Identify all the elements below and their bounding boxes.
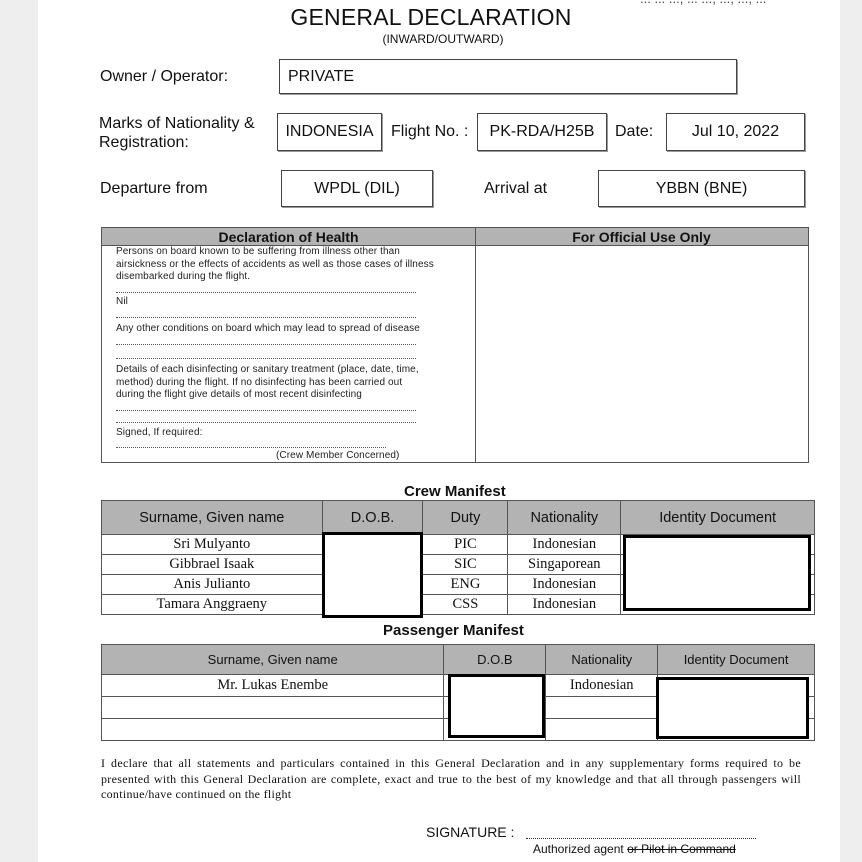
crew-duty: PIC — [423, 535, 508, 555]
persons-ill-line1: Persons on board known to be suffering from illness other than — [116, 246, 400, 257]
pilot-in-command-struck: or Pilot in Command — [627, 842, 736, 856]
owner-label: Owner / Operator: — [100, 68, 229, 85]
passenger-name: Mr. Lukas Enembe — [102, 675, 444, 697]
departure-label: Departure from — [100, 180, 208, 197]
marks-field — [277, 113, 382, 151]
crew-duty: ENG — [423, 575, 508, 595]
dotted-line — [116, 410, 416, 411]
date-field — [666, 113, 805, 151]
crew-nationality: Indonesian — [508, 535, 621, 555]
arrival-value: YBBN (BNE) — [655, 179, 748, 197]
departure-value: WPDL (DIL) — [314, 179, 400, 197]
health-right-header: For Official Use Only — [475, 228, 808, 246]
dotted-line — [116, 358, 416, 359]
crew-nationality: Indonesian — [508, 575, 621, 595]
crew-header-row — [102, 501, 815, 535]
disinfect-line3: during the flight give details of most recent disinfecting — [116, 389, 362, 400]
disinfecting-text — [116, 364, 419, 402]
disinfect-line1: Details of each disinfecting or sanitary treatment (place, date, time, — [116, 364, 419, 375]
crew-col-identity: Identity Document — [621, 501, 815, 535]
passenger-col-dob: D.O.B — [444, 645, 546, 675]
passenger-dob-redaction — [448, 674, 545, 738]
marks-label-line1: Marks of Nationality & — [99, 115, 255, 132]
passenger-identity-redaction — [656, 677, 809, 739]
passenger-nationality — [546, 719, 658, 741]
passenger-col-name: Surname, Given name — [102, 645, 444, 675]
crew-duty: SIC — [423, 555, 508, 575]
disinfect-line2: method) during the flight. If no disinfecting has been carried out — [116, 376, 403, 388]
flight-no-field — [477, 113, 607, 151]
marks-label-line2: Registration: — [99, 134, 189, 151]
authorized-text — [533, 842, 736, 856]
passenger-nationality: Indonesian — [546, 675, 658, 697]
crew-dob-redaction — [322, 532, 423, 618]
nil-text: Nil — [116, 296, 128, 307]
crew-col-duty: Duty — [423, 501, 508, 535]
arrival-label: Arrival at — [484, 180, 548, 197]
crew-concerned-text: (Crew Member Concerned) — [276, 450, 400, 461]
crew-nationality: Indonesian — [508, 595, 621, 615]
passenger-nationality — [546, 697, 658, 719]
passenger-name — [102, 697, 444, 719]
crew-manifest-title: Crew Manifest — [404, 483, 506, 500]
crew-duty: CSS — [423, 595, 508, 615]
flight-no-value: PK-RDA/H25B — [489, 123, 595, 140]
date-value: Jul 10, 2022 — [691, 123, 780, 140]
owner-value: PRIVATE — [288, 67, 355, 85]
owner-field — [279, 59, 737, 94]
dotted-line — [116, 317, 416, 318]
passenger-manifest-title: Passenger Manifest — [383, 622, 524, 639]
other-conditions-text: Any other conditions on board which may lead to spread of disease — [116, 323, 420, 334]
signed-text: Signed, If required: — [116, 427, 203, 438]
crew-name: Anis Julianto — [102, 575, 323, 595]
persons-ill-line3: disembarked during the flight. — [116, 271, 251, 282]
flight-no-label: Flight No. : — [391, 123, 469, 140]
crew-identity-redaction — [623, 535, 811, 611]
document-title: GENERAL DECLARATION — [290, 4, 572, 30]
signature-label: SIGNATURE : — [426, 824, 515, 840]
signature-line — [526, 838, 756, 839]
persons-ill-text — [116, 246, 434, 284]
crew-name: Sri Mulyanto — [102, 535, 323, 555]
declaration-text: I declare that all statements and particulars contained in this General Declaration and in any supplementary forms required to be presented with this General Declaration are complete, exact and true to the best of my knowledge and that all through passengers will continue/have continued on the flight — [101, 756, 801, 801]
passenger-col-identity: Identity Document — [658, 645, 815, 675]
crew-col-nationality: Nationality — [508, 501, 621, 535]
departure-field — [281, 170, 433, 207]
date-label: Date: — [615, 123, 654, 140]
health-declaration-table — [101, 227, 809, 463]
marks-label — [99, 114, 255, 152]
arrival-field — [598, 170, 805, 207]
dotted-line — [116, 344, 416, 345]
dotted-line — [116, 292, 416, 293]
persons-ill-line2: airsickness or the effects of accidents as well as those cases of illness — [116, 258, 434, 270]
crew-name: Tamara Anggraeny — [102, 595, 323, 615]
health-divider — [475, 228, 476, 462]
dotted-line — [116, 422, 416, 423]
crew-col-name: Surname, Given name — [102, 501, 323, 535]
passenger-header-row — [102, 645, 815, 675]
passenger-col-nationality: Nationality — [546, 645, 658, 675]
marks-value: INDONESIA — [285, 123, 374, 140]
crew-col-dob: D.O.B. — [322, 501, 423, 535]
crew-name: Gibbrael Isaak — [102, 555, 323, 575]
authorized-agent: Authorized agent — [533, 842, 624, 856]
passenger-name — [102, 719, 444, 741]
dotted-line — [116, 447, 386, 448]
document-subtitle: (INWARD/OUTWARD) — [382, 32, 504, 46]
crew-nationality: Singaporean — [508, 555, 621, 575]
health-left-header: Declaration of Health — [102, 228, 475, 246]
